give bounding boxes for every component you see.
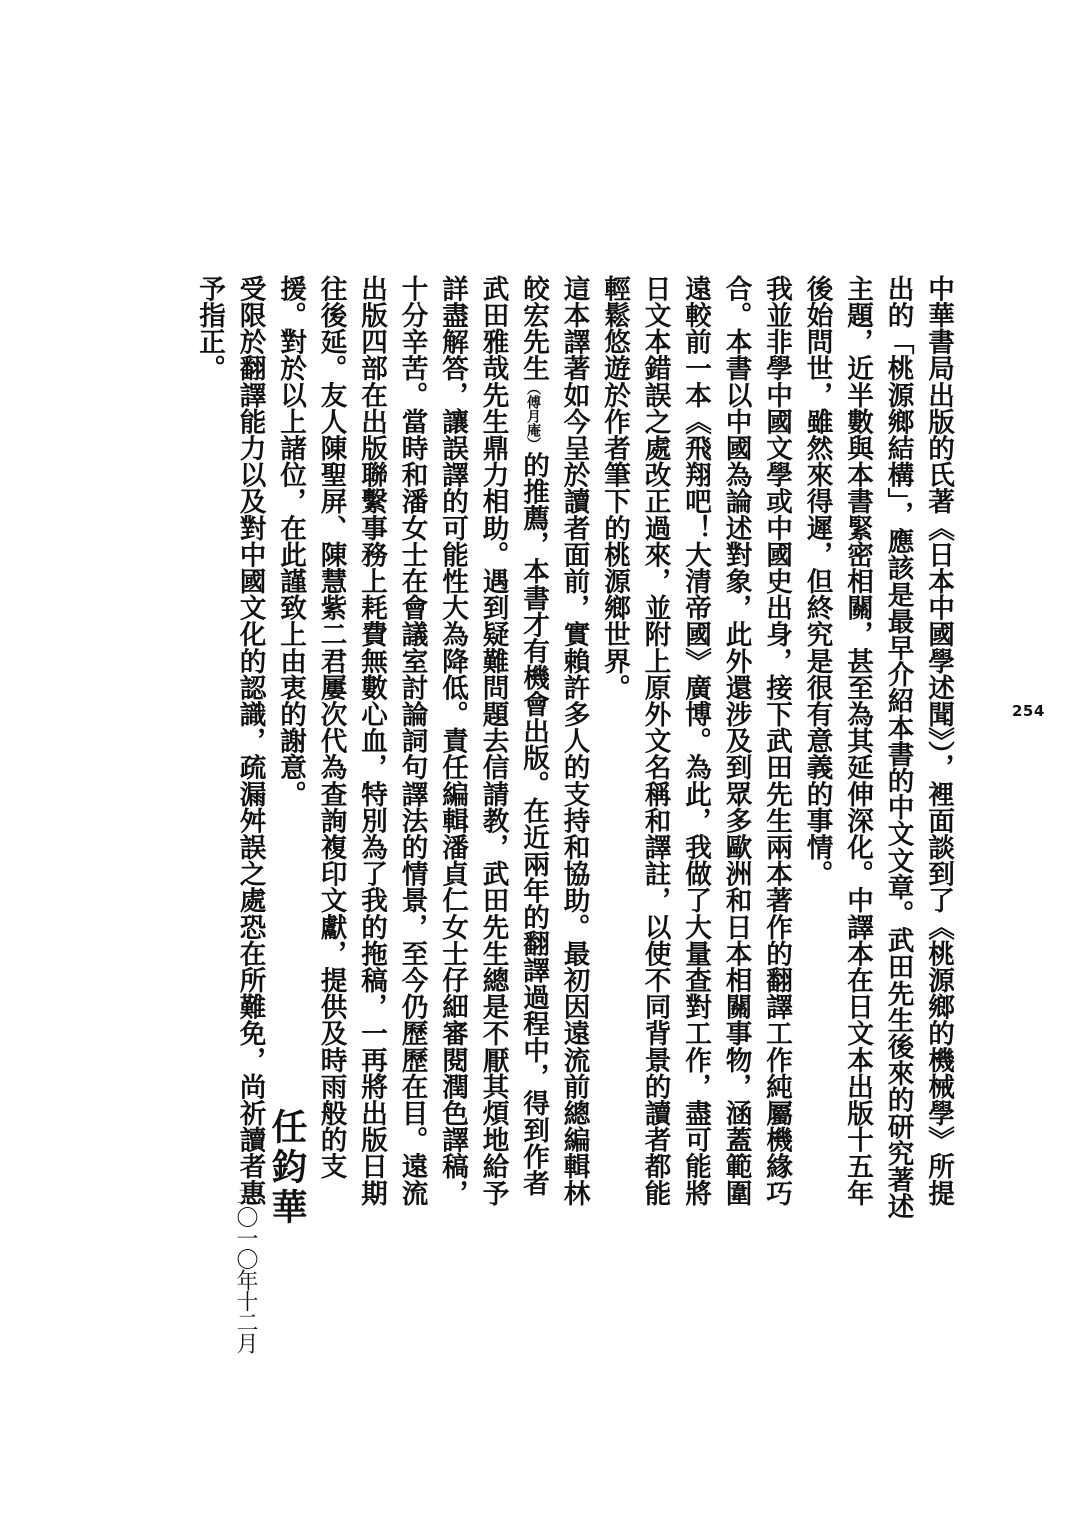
- paragraph-3: [270, 275, 594, 1220]
- page-number: 254: [1012, 702, 1045, 720]
- paragraph-3-rest: 的推薦，本書才有機會出版。在近兩年的翻譯過程中，得到作者武田雅哉先生鼎力相助。遇到疑難問題去信請教，武田先生總是不厭其煩地給予詳盡解答，讓誤譯的可能性大為降低。責任編輯潘貞仁女士仔細審閱潤色譯稿，十分辛苦。當時和潘女士在會議室討論詞句譯法的情景，至今仍歷歷在目。遠流出版四部在出版聯繫事務上耗費無數心血，特別為了我的拖稿，一再將出版日期往後延。友人陳聖屏、陳慧紫二君屢次代為查詢複印文獻，提供及時雨般的支援。對於以上諸位，在此謹致上由衷的謝意。: [275, 275, 549, 1206]
- paragraph-4: 受限於翻譯能力以及對中國文化的認識，疏漏舛誤之處恐在所難免，尚祈讀者惠予指正。: [194, 275, 266, 1206]
- pen-name-note: （傅月庵）: [525, 381, 541, 452]
- paragraph-1: 中華書局出版的氏著《日本中國學述聞》），裡面談到了《桃源鄉的機械學》所提出的「桃源鄉結構」，應該是最早介紹本書的中文文章。武田先生後來的研究著述主題，近半數與本書緊密相關，甚至為其延伸深化。中譯本在日文本出版十五年後始問世，雖然來得遲，但終究是很有意義的事情。: [801, 275, 954, 1220]
- translator-name: 任鈞華: [266, 1108, 308, 1228]
- paragraph-2: 我並非學中國文學或中國史出身，接下武田先生兩本著作的翻譯工作純屬機緣巧合。本書以中國為論述對象，此外還涉及到眾多歐洲和日本相關事物，涵蓋範圍遠較前一本《飛翔吧！大清帝國》廣博。為此，我做了大量查對工作，盡可能將日文本錯誤之處改正過來，並附上原外文名稱和譯註，以使不同背景的讀者都能輕鬆悠遊於作者筆下的桃源鄉世界。: [599, 275, 792, 1206]
- afterword-body: [189, 275, 959, 1220]
- paragraph-3-start: 這本譯著如今呈於讀者面前，實賴許多人的支持和協助。最初因遠流前總編輯林皎宏先生: [518, 275, 590, 1206]
- signature-date: 二〇一〇年十二月: [233, 1185, 258, 1353]
